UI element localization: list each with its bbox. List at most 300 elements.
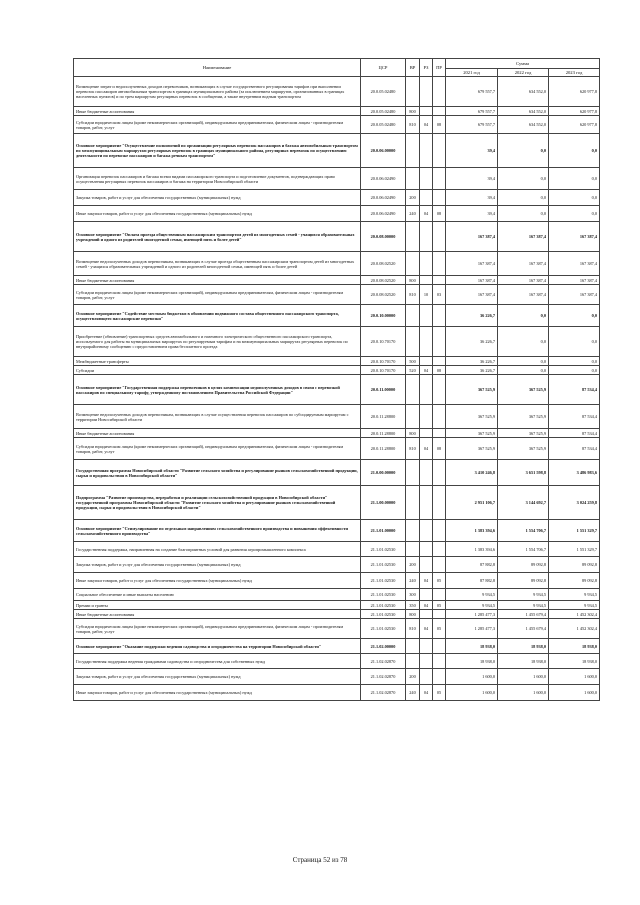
cell-2021: 39,4 <box>446 134 498 168</box>
cell-2023: 167 387,4 <box>549 285 600 305</box>
cell-rz <box>420 669 433 685</box>
cell-2022: 367 525,9 <box>498 438 549 460</box>
cell-rz <box>420 542 433 557</box>
cell-2023: 1 600,0 <box>549 685 600 701</box>
header-csr: ЦСР <box>361 59 406 77</box>
cell-name: Основное мероприятие "Оплата проезда общественным пассажирским транспортом детей из многодетных семей - учащихся образовательных учреждений и одного из родителей многодетной семьи, имеющей пять и более детей" <box>74 222 361 252</box>
cell-2021: 2 951 106,7 <box>446 486 498 520</box>
cell-vr <box>406 654 420 669</box>
cell-vr <box>406 520 420 542</box>
cell-2023: 0,0 <box>549 327 600 357</box>
cell-pr <box>433 375 446 405</box>
header-year-2022: 2022 год <box>498 69 549 77</box>
cell-vr <box>406 486 420 520</box>
table-row <box>74 222 600 252</box>
cell-csr: 21.1.02.00000 <box>361 639 406 654</box>
cell-2021: 367 525,9 <box>446 375 498 405</box>
cell-vr: 240 <box>406 685 420 701</box>
cell-rz <box>420 276 433 285</box>
cell-2023: 87 534,4 <box>549 405 600 429</box>
cell-vr: 520 <box>406 366 420 375</box>
cell-vr: 810 <box>406 438 420 460</box>
cell-pr <box>433 610 446 619</box>
cell-2022: 1 554 706,7 <box>498 542 549 557</box>
cell-pr <box>433 486 446 520</box>
table-row <box>74 429 600 438</box>
cell-rz <box>420 654 433 669</box>
cell-2023: 87 534,4 <box>549 438 600 460</box>
cell-2021: 9 934,5 <box>446 589 498 601</box>
cell-2021: 167 387,4 <box>446 285 498 305</box>
table-row <box>74 520 600 542</box>
cell-csr: 20.0.06.02490 <box>361 206 406 222</box>
cell-name: Закупка товаров, работ и услуг для обеспечения государственных (муниципальных) нужд <box>74 669 361 685</box>
cell-pr <box>433 134 446 168</box>
cell-2022: 1 455 679,4 <box>498 610 549 619</box>
cell-csr: 20.0.11.28800 <box>361 438 406 460</box>
cell-2022: 1 600,0 <box>498 685 549 701</box>
cell-2021: 87 882,8 <box>446 573 498 589</box>
cell-pr <box>433 429 446 438</box>
cell-vr: 800 <box>406 276 420 285</box>
cell-2023: 0,0 <box>549 366 600 375</box>
cell-csr: 20.0.10.70170 <box>361 366 406 375</box>
cell-csr: 20.0.11.00000 <box>361 375 406 405</box>
cell-2021: 367 525,9 <box>446 429 498 438</box>
cell-pr <box>433 589 446 601</box>
cell-pr <box>433 222 446 252</box>
cell-vr <box>406 375 420 405</box>
cell-2023: 1 551 329,7 <box>549 520 600 542</box>
cell-2023: 89 092,8 <box>549 557 600 573</box>
table-header <box>74 59 600 77</box>
cell-name: Основное мероприятие "Государственная поддержка перевозчиков в целях компенсации недополученных доходов в связи с перевозкой пассажиров по специальному тарифу, утвержденному постановлением Правительства Российской Федерации" <box>74 375 361 405</box>
cell-2022: 89 092,8 <box>498 573 549 589</box>
cell-rz: 04 <box>420 116 433 134</box>
table-row <box>74 589 600 601</box>
cell-csr: 21.1.02.02870 <box>361 669 406 685</box>
cell-2021: 9 934,5 <box>446 601 498 610</box>
cell-csr: 21.1.01.02530 <box>361 601 406 610</box>
header-rz: РЗ <box>420 59 433 77</box>
cell-2023: 87 534,4 <box>549 375 600 405</box>
cell-vr: 800 <box>406 610 420 619</box>
table-row <box>74 327 600 357</box>
cell-rz <box>420 557 433 573</box>
table-row <box>74 460 600 486</box>
cell-vr <box>406 305 420 327</box>
cell-2021: 167 387,4 <box>446 276 498 285</box>
cell-name: Основное мероприятие "Осуществление полномочий по организации регулярных перевозок пассажиров и багажа автомобильным транспортом по межмуниципальным маршрутам регулярных перевозок в границах муниципального района, регулярных перевозок по осуществлению деятельности по перевозке пассажиров и багажа речным транспортом" <box>74 134 361 168</box>
cell-2022: 0,0 <box>498 206 549 222</box>
cell-csr: 20.0.08.02520 <box>361 285 406 305</box>
cell-rz <box>420 252 433 276</box>
cell-rz <box>420 222 433 252</box>
cell-2022: 167 387,4 <box>498 285 549 305</box>
table-row <box>74 366 600 375</box>
cell-2021: 87 882,8 <box>446 557 498 573</box>
cell-csr: 20.0.08.02520 <box>361 276 406 285</box>
table-row <box>74 639 600 654</box>
cell-rz <box>420 77 433 107</box>
cell-csr: 20.0.10.00000 <box>361 305 406 327</box>
cell-rz <box>420 589 433 601</box>
cell-2021: 39,4 <box>446 168 498 190</box>
table-row <box>74 375 600 405</box>
table-row <box>74 654 600 669</box>
header-year-2023: 2023 год <box>549 69 600 77</box>
cell-name: Приобретение (обновление) транспортных средств автомобильного и наземного электрического общественного пассажирского транспорта, используемого для работы на муниципальных маршрутах по регулируемым тарифам и на межмуниципальных маршрутах регулярных перевозок по внутрирайонному сообщению с предоставлением права бесплатного проезда <box>74 327 361 357</box>
cell-2023: 0,0 <box>549 357 600 366</box>
cell-name: Иные бюджетные ассигнования <box>74 429 361 438</box>
cell-2023: 0,0 <box>549 305 600 327</box>
table-row <box>74 542 600 557</box>
cell-rz <box>420 520 433 542</box>
cell-2022: 0,0 <box>498 190 549 206</box>
table-row <box>74 601 600 610</box>
cell-2022: 367 525,9 <box>498 429 549 438</box>
cell-rz: 04 <box>420 685 433 701</box>
cell-2022: 89 092,8 <box>498 557 549 573</box>
table-row <box>74 438 600 460</box>
cell-2023: 89 092,8 <box>549 573 600 589</box>
cell-2021: 1 383 394,6 <box>446 520 498 542</box>
cell-2021: 36 226,7 <box>446 357 498 366</box>
cell-csr: 21.1.02.02870 <box>361 654 406 669</box>
cell-vr: 200 <box>406 190 420 206</box>
cell-csr: 20.0.08.02520 <box>361 252 406 276</box>
cell-pr: 05 <box>433 619 446 639</box>
cell-2022: 3 651 598,8 <box>498 460 549 486</box>
cell-2021: 367 525,9 <box>446 405 498 429</box>
cell-csr: 20.0.05.02480 <box>361 77 406 107</box>
cell-vr <box>406 222 420 252</box>
cell-name: Организация перевозок пассажиров и багажа всеми видами пассажирского транспорта и подготовление документов, подтверждающих право осуществления регулярных перевозок пассажиров и багажа на территории Новосибирской области <box>74 168 361 190</box>
cell-rz <box>420 429 433 438</box>
cell-2022: 1 600,0 <box>498 669 549 685</box>
cell-pr <box>433 327 446 357</box>
table-row <box>74 77 600 107</box>
cell-vr: 800 <box>406 107 420 116</box>
budget-table-page <box>73 58 599 701</box>
cell-vr: 240 <box>406 206 420 222</box>
table-row <box>74 168 600 190</box>
table-row <box>74 285 600 305</box>
cell-2021: 167 387,4 <box>446 222 498 252</box>
cell-rz: 04 <box>420 366 433 375</box>
header-year-2021: 2021 год <box>446 69 498 77</box>
header-name: Наименование <box>74 59 361 77</box>
table-row <box>74 107 600 116</box>
cell-2023: 0,0 <box>549 206 600 222</box>
cell-2023: 1 452 302,4 <box>549 610 600 619</box>
cell-vr: 200 <box>406 669 420 685</box>
cell-2022: 367 525,9 <box>498 375 549 405</box>
table-body <box>74 77 600 701</box>
cell-pr <box>433 276 446 285</box>
table-row <box>74 557 600 573</box>
cell-vr: 300 <box>406 589 420 601</box>
page-footer: Страница 52 из 78 <box>292 856 348 864</box>
cell-2022: 1 455 679,4 <box>498 619 549 639</box>
cell-2023: 3 024 259,8 <box>549 486 600 520</box>
cell-csr: 20.0.11.28800 <box>361 429 406 438</box>
cell-pr <box>433 639 446 654</box>
cell-csr: 21.0.00.00000 <box>361 460 406 486</box>
cell-pr: 05 <box>433 685 446 701</box>
cell-name: Иные закупки товаров, работ и услуг для обеспечения государственных (муниципальных) нужд <box>74 573 361 589</box>
header-sum: Сумма <box>446 59 600 69</box>
cell-name: Возмещение затрат и недополученных доходов перевозчиков, возникающих в случае государственного регулирования тарифов при выполнении перевозок пассажиров автомобильным транспортом в границах муниципального района (за исключением маршрутов, организованных в границах населенных пунктов) и по трем маршрутам регулярных перевозок в сообщении, а также внутренним водным транспортом <box>74 77 361 107</box>
cell-pr: 08 <box>433 206 446 222</box>
cell-name: Закупка товаров, работ и услуг для обеспечения государственных (муниципальных) нужд <box>74 190 361 206</box>
cell-rz <box>420 305 433 327</box>
table-row <box>74 357 600 366</box>
cell-name: Социальное обеспечение и иные выплаты населению <box>74 589 361 601</box>
cell-2022: 167 387,4 <box>498 276 549 285</box>
cell-pr <box>433 460 446 486</box>
cell-2021: 1 600,0 <box>446 685 498 701</box>
cell-csr: 21.1.01.02530 <box>361 573 406 589</box>
cell-name: Премии и гранты <box>74 601 361 610</box>
cell-vr: 810 <box>406 619 420 639</box>
cell-csr: 20.0.11.28800 <box>361 405 406 429</box>
cell-pr <box>433 77 446 107</box>
cell-csr: 20.0.06.02490 <box>361 168 406 190</box>
cell-2021: 39,4 <box>446 206 498 222</box>
cell-name: Основное мероприятие "Оказание поддержки ведения садоводства и огородничества на территории Новосибирской области" <box>74 639 361 654</box>
cell-name: Субсидии юридическим лицам (кроме некоммерческих организаций), индивидуальным предпринимателям, физическим лицам - производителям товаров, работ, услуг <box>74 438 361 460</box>
cell-vr: 500 <box>406 357 420 366</box>
cell-vr <box>406 542 420 557</box>
cell-pr <box>433 252 446 276</box>
cell-2022: 167 387,4 <box>498 222 549 252</box>
cell-pr: 08 <box>433 366 446 375</box>
cell-name: Иные бюджетные ассигнования <box>74 107 361 116</box>
cell-pr <box>433 405 446 429</box>
cell-vr: 200 <box>406 557 420 573</box>
cell-pr: 05 <box>433 573 446 589</box>
cell-pr <box>433 542 446 557</box>
cell-vr: 800 <box>406 429 420 438</box>
cell-2022: 634 552,0 <box>498 116 549 134</box>
cell-rz: 04 <box>420 573 433 589</box>
header-vr: ВР <box>406 59 420 77</box>
cell-csr: 21.1.01.02530 <box>361 557 406 573</box>
cell-pr <box>433 654 446 669</box>
cell-pr <box>433 669 446 685</box>
cell-2023: 620 977,8 <box>549 116 600 134</box>
cell-name: Основное мероприятие "Содействие местным бюджетам в обновлении подвижного состава общественного пассажирского транспорта, осуществляющего пассажирские перевозки" <box>74 305 361 327</box>
cell-2023: 0,0 <box>549 190 600 206</box>
cell-rz <box>420 639 433 654</box>
cell-name: Иные бюджетные ассигнования <box>74 276 361 285</box>
cell-vr <box>406 327 420 357</box>
cell-csr: 21.1.00.00000 <box>361 486 406 520</box>
cell-vr <box>406 134 420 168</box>
cell-2023: 9 934,5 <box>549 601 600 610</box>
cell-name: Иные бюджетные ассигнования <box>74 610 361 619</box>
cell-2022: 18 938,0 <box>498 654 549 669</box>
cell-2022: 0,0 <box>498 366 549 375</box>
cell-2021: 167 387,4 <box>446 252 498 276</box>
cell-rz <box>420 375 433 405</box>
cell-pr <box>433 520 446 542</box>
cell-2023: 167 387,4 <box>549 222 600 252</box>
cell-name: Государственная поддержка ведения гражданами садоводства и огородничества для собственных нужд <box>74 654 361 669</box>
cell-vr: 810 <box>406 285 420 305</box>
cell-pr <box>433 305 446 327</box>
cell-2021: 36 226,7 <box>446 327 498 357</box>
cell-name: Субсидии юридическим лицам (кроме некоммерческих организаций), индивидуальным предпринимателям, физическим лицам - производителям товаров, работ, услуг <box>74 285 361 305</box>
table-row <box>74 669 600 685</box>
cell-csr: 20.0.10.70170 <box>361 357 406 366</box>
cell-2021: 36 226,7 <box>446 305 498 327</box>
table-row <box>74 610 600 619</box>
cell-csr: 21.1.01.02530 <box>361 589 406 601</box>
cell-name: Субсидии <box>74 366 361 375</box>
cell-2023: 167 387,4 <box>549 252 600 276</box>
cell-2023: 620 977,8 <box>549 77 600 107</box>
cell-2021: 679 557,7 <box>446 107 498 116</box>
header-pr: ПР <box>433 59 446 77</box>
cell-rz <box>420 486 433 520</box>
cell-csr: 20.0.08.00000 <box>361 222 406 252</box>
cell-name: Субсидии юридическим лицам (кроме некоммерческих организаций), индивидуальным предпринимателям, физическим лицам - производителям товаров, работ, услуг <box>74 619 361 639</box>
cell-rz <box>420 327 433 357</box>
cell-csr: 20.0.06.02490 <box>361 190 406 206</box>
cell-2022: 0,0 <box>498 357 549 366</box>
cell-2022: 167 387,4 <box>498 252 549 276</box>
cell-name: Закупка товаров, работ и услуг для обеспечения государственных (муниципальных) нужд <box>74 557 361 573</box>
cell-csr: 20.0.05.02480 <box>361 116 406 134</box>
cell-rz <box>420 168 433 190</box>
cell-vr <box>406 77 420 107</box>
cell-rz <box>420 190 433 206</box>
cell-2023: 167 387,4 <box>549 276 600 285</box>
cell-name: Подпрограмма "Развитие производства, переработки и реализации сельскохозяйственной продукции в Новосибирской области" государственной программы Новосибирской области "Развитие сельского хозяйства и регулирование рынков сельскохозяйственной продукции, сырья и продовольствия в Новосибирской области" <box>74 486 361 520</box>
cell-2022: 0,0 <box>498 134 549 168</box>
cell-2023: 1 551 329,7 <box>549 542 600 557</box>
cell-rz: 04 <box>420 619 433 639</box>
cell-name: Иные закупки товаров, работ и услуг для обеспечения государственных (муниципальных) нужд <box>74 206 361 222</box>
cell-rz: 04 <box>420 206 433 222</box>
cell-2023: 18 938,0 <box>549 654 600 669</box>
cell-vr: 810 <box>406 116 420 134</box>
cell-pr <box>433 168 446 190</box>
cell-vr <box>406 460 420 486</box>
cell-csr: 21.1.01.02530 <box>361 619 406 639</box>
cell-2021: 679 557,7 <box>446 116 498 134</box>
cell-2022: 634 552,0 <box>498 107 549 116</box>
cell-2022: 9 934,5 <box>498 601 549 610</box>
cell-2023: 3 486 983,6 <box>549 460 600 486</box>
cell-2021: 18 938,0 <box>446 654 498 669</box>
cell-2021: 1 600,0 <box>446 669 498 685</box>
cell-2021: 1 383 394,6 <box>446 542 498 557</box>
cell-2023: 0,0 <box>549 168 600 190</box>
cell-2021: 1 285 477,3 <box>446 619 498 639</box>
table-row <box>74 619 600 639</box>
cell-pr <box>433 190 446 206</box>
cell-rz <box>420 134 433 168</box>
cell-vr: 240 <box>406 573 420 589</box>
cell-csr: 21.1.01.02530 <box>361 610 406 619</box>
cell-rz <box>420 460 433 486</box>
cell-rz <box>420 357 433 366</box>
table-row <box>74 190 600 206</box>
cell-name: Субсидии юридическим лицам (кроме некоммерческих организаций), индивидуальным предпринимателям, физическим лицам - производителям товаров, работ, услуг <box>74 116 361 134</box>
cell-vr <box>406 168 420 190</box>
cell-vr <box>406 405 420 429</box>
cell-2021: 36 226,7 <box>446 366 498 375</box>
cell-name: Межбюджетные трансферты <box>74 357 361 366</box>
table-row <box>74 305 600 327</box>
cell-csr: 20.0.06.00000 <box>361 134 406 168</box>
table-row <box>74 685 600 701</box>
cell-2023: 620 977,8 <box>549 107 600 116</box>
cell-2022: 0,0 <box>498 327 549 357</box>
cell-name: Государственная поддержка, направленная на создание благоприятных условий для развития агропромышленного комплекса <box>74 542 361 557</box>
cell-2021: 367 525,9 <box>446 438 498 460</box>
cell-rz <box>420 107 433 116</box>
cell-2021: 1 285 477,3 <box>446 610 498 619</box>
cell-vr: 350 <box>406 601 420 610</box>
cell-2021: 39,4 <box>446 190 498 206</box>
cell-pr: 08 <box>433 438 446 460</box>
cell-name: Возмещение недополученных доходов перевозчикам, возникающих в случае проезда общественным пассажирским транспортом детей из многодетных семей - учащихся образовательных учреждений и одного из родителей многодетной семьи, имеющей пять и более детей <box>74 252 361 276</box>
cell-rz <box>420 405 433 429</box>
cell-csr: 20.0.05.02480 <box>361 107 406 116</box>
cell-name: Иные закупки товаров, работ и услуг для обеспечения государственных (муниципальных) нужд <box>74 685 361 701</box>
cell-rz: 04 <box>420 601 433 610</box>
table-row <box>74 252 600 276</box>
cell-csr: 20.0.10.70170 <box>361 327 406 357</box>
cell-name: Возмещение недополученных доходов перевозчикам, возникающих в случае осуществления перевозок пассажиров по субсидируемым маршрутам с территории Новосибирской области <box>74 405 361 429</box>
cell-2021: 679 557,7 <box>446 77 498 107</box>
cell-2022: 0,0 <box>498 168 549 190</box>
cell-2023: 1 452 302,4 <box>549 619 600 639</box>
cell-name: Государственная программа Новосибирской области "Развитие сельского хозяйства и регулирование рынков сельскохозяйственной продукции, сырья и продовольствия в Новосибирской области" <box>74 460 361 486</box>
cell-2023: 1 600,0 <box>549 669 600 685</box>
cell-2022: 0,0 <box>498 305 549 327</box>
cell-2022: 634 552,0 <box>498 77 549 107</box>
table-row <box>74 116 600 134</box>
cell-2023: 18 938,0 <box>549 639 600 654</box>
cell-rz: 10 <box>420 285 433 305</box>
table-row <box>74 486 600 520</box>
cell-pr <box>433 357 446 366</box>
table-row <box>74 134 600 168</box>
cell-pr: 03 <box>433 285 446 305</box>
cell-csr: 21.1.01.02530 <box>361 542 406 557</box>
cell-csr: 21.1.01.00000 <box>361 520 406 542</box>
table-row <box>74 573 600 589</box>
cell-name: Основное мероприятие "Стимулирование по отдельным направлениям сельскохозяйственного производства и повышения эффективности сельскохозяйственного производства" <box>74 520 361 542</box>
cell-2022: 3 144 692,7 <box>498 486 549 520</box>
cell-vr <box>406 639 420 654</box>
cell-2023: 0,0 <box>549 134 600 168</box>
cell-2022: 1 554 706,7 <box>498 520 549 542</box>
cell-vr <box>406 252 420 276</box>
cell-2021: 3 410 246,8 <box>446 460 498 486</box>
cell-pr <box>433 557 446 573</box>
cell-2023: 87 534,4 <box>549 429 600 438</box>
cell-rz <box>420 610 433 619</box>
cell-2022: 367 525,9 <box>498 405 549 429</box>
table-row <box>74 276 600 285</box>
budget-table <box>73 58 600 701</box>
